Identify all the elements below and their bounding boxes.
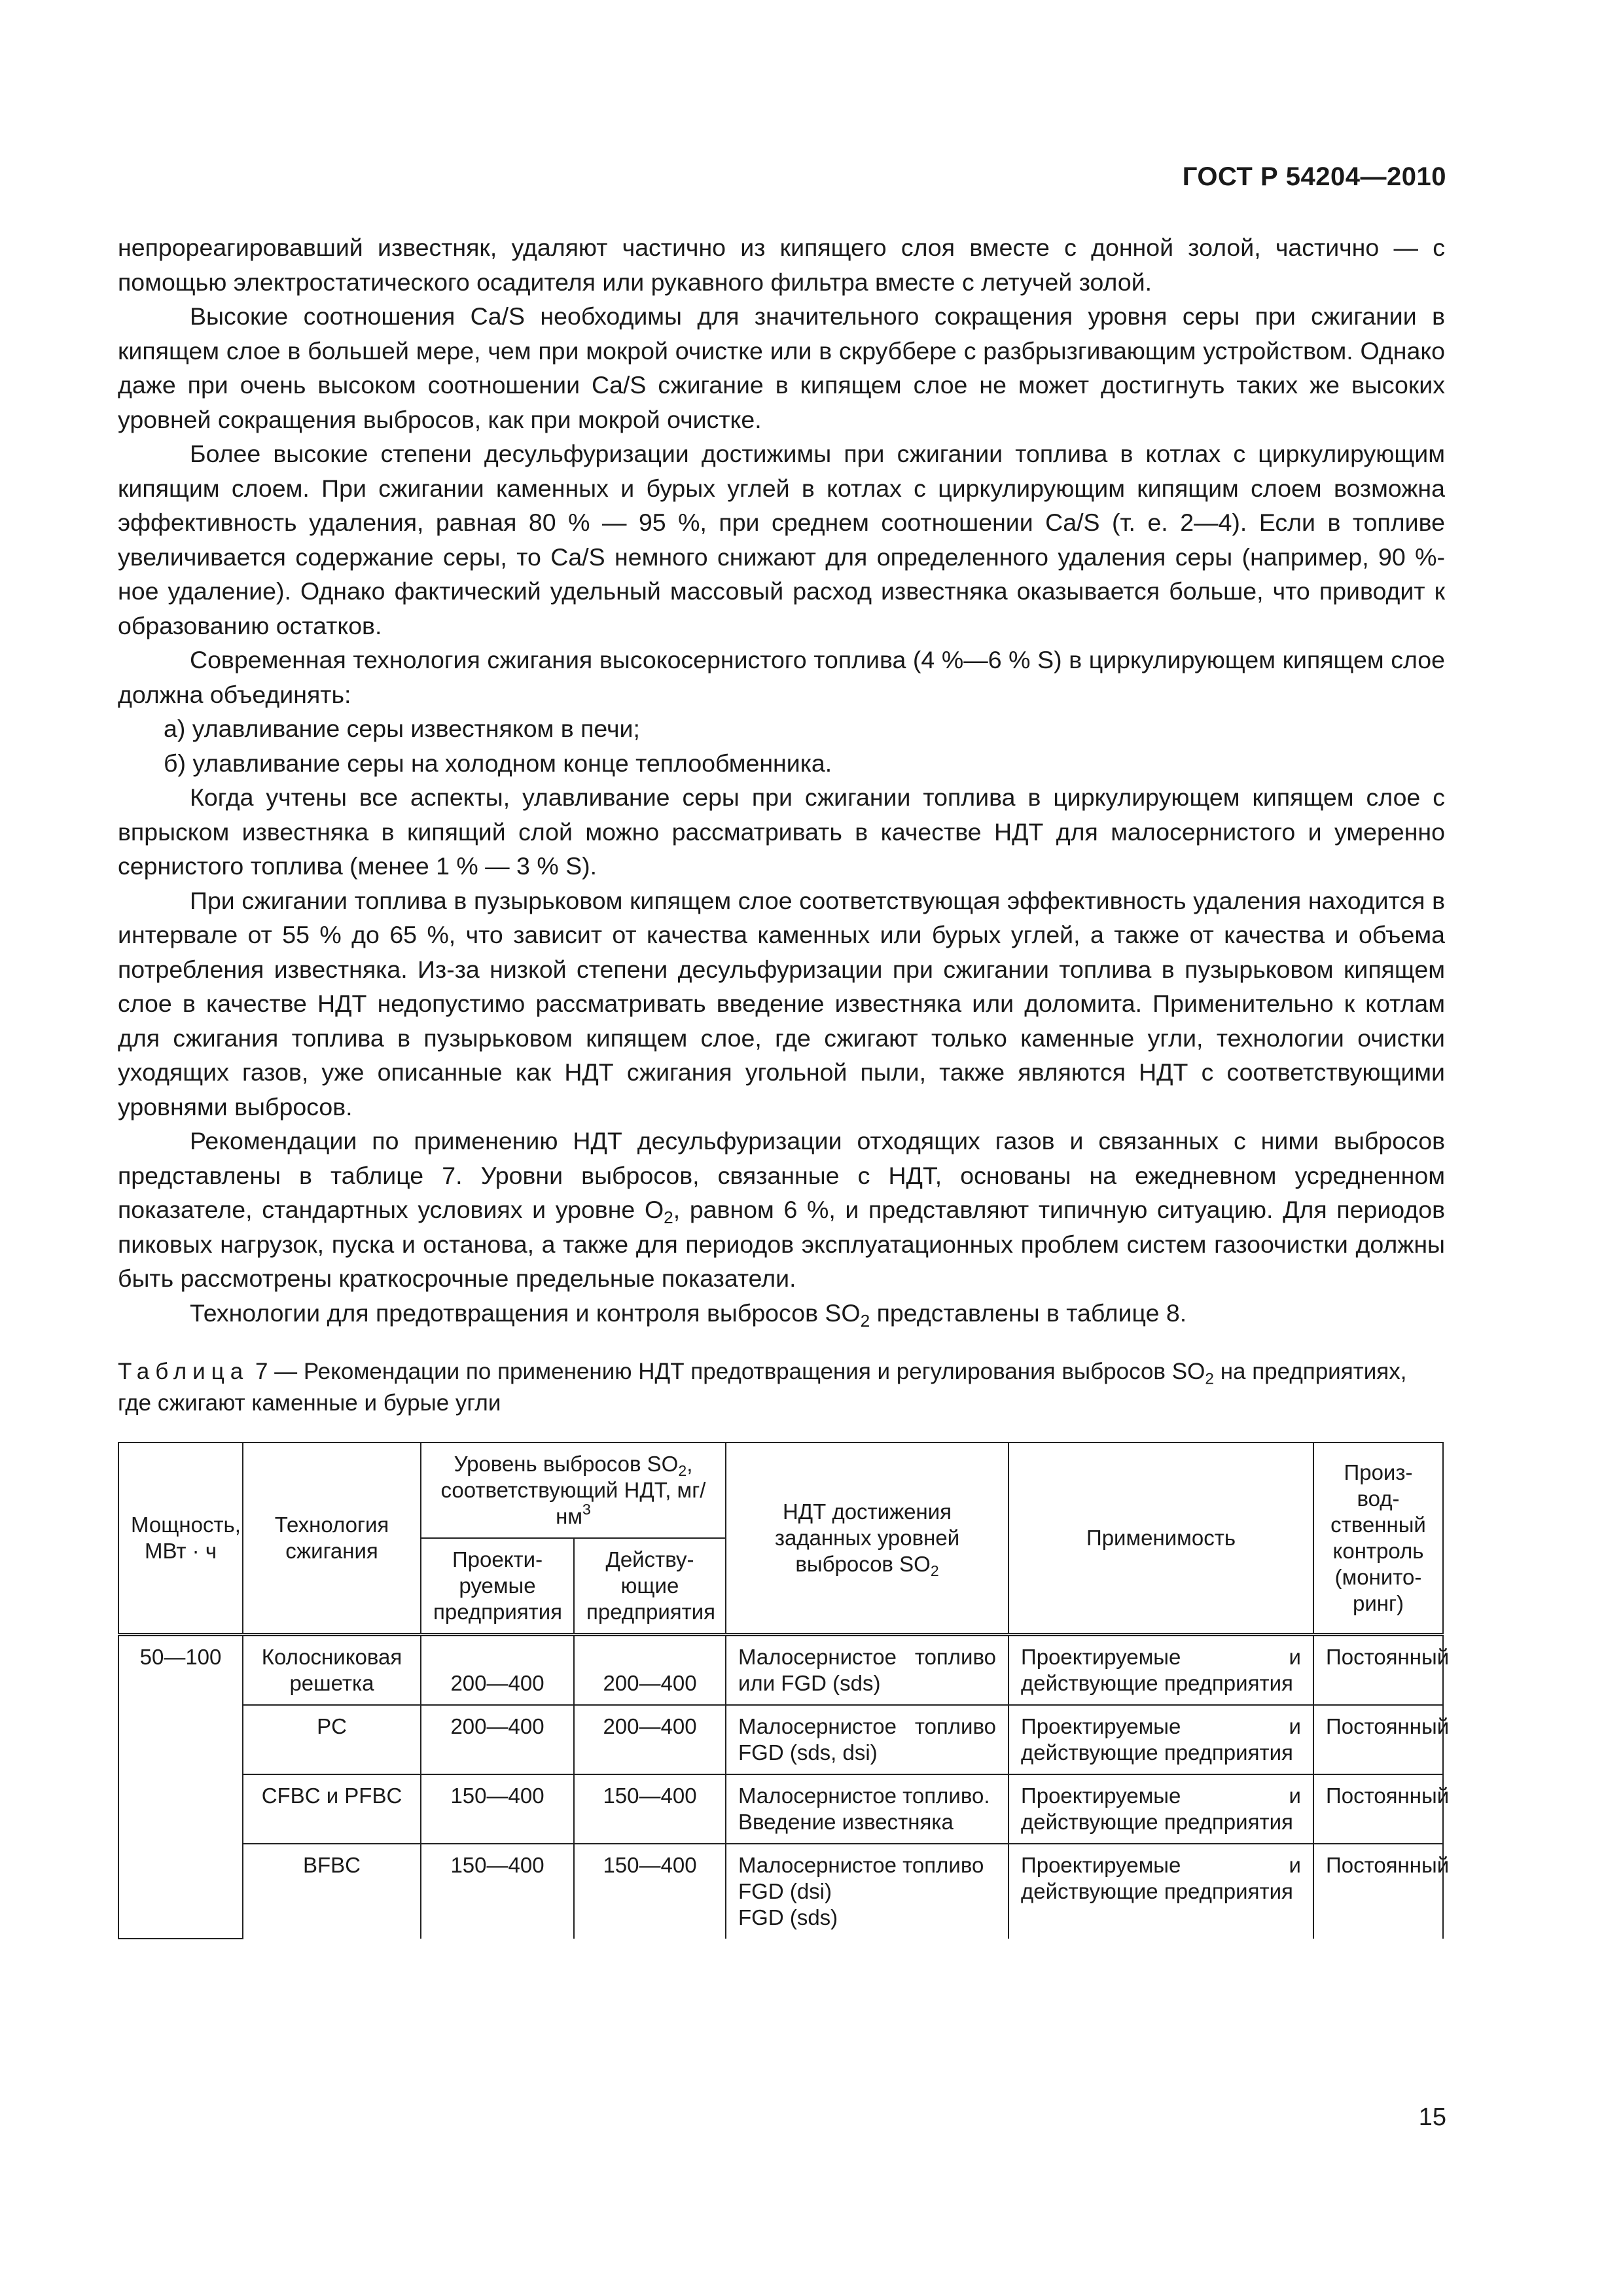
header-power: Мощность, МВт · ч xyxy=(118,1443,243,1635)
document-header: ГОСТ Р 54204—2010 xyxy=(1182,162,1446,191)
cell-monitoring: Постоянный xyxy=(1313,1635,1443,1706)
cell-monitoring: Постоянный xyxy=(1313,1774,1443,1844)
cell-designed: 150—400 xyxy=(421,1844,574,1939)
paragraph: Рекомендации по применению НДТ десульфуризации отходящих газов и связанных с ними выбросов представлены в таблице 7. Уровни выбросов, связанные с НДТ, основаны на ежедневном усредненном показателе, стандартных условиях и уровне $O_2$, равном 6 %, и представляют типичную ситуацию. Для периодов пиковых нагрузок, пуска и останова, а также для периодов эксплуатационных проблем систем газоочистки должны быть рассмотрены краткосрочные предельные показатели. xyxy=(118,1127,1446,1292)
cell-applicability: Проектируемые и действующие предприятия xyxy=(1008,1635,1313,1706)
cell-designed: 150—400 xyxy=(421,1774,574,1844)
page-body xyxy=(118,230,1450,1939)
emissions-table xyxy=(118,1442,1450,1939)
cell-applicability: Проектируемые и действующие предприятия xyxy=(1008,1844,1313,1939)
header-designed: Проекти-руемые предприятия xyxy=(421,1538,574,1635)
cell-ndt: Малосернистое топливо FGD (dsi) FGD (sds) xyxy=(726,1844,1008,1939)
cell-ndt: Малосернистое топливо или FGD (sds) xyxy=(726,1635,1008,1706)
cell-power: 50—100 xyxy=(118,1635,243,1939)
table-row xyxy=(118,1705,1443,1774)
table-row xyxy=(118,1844,1443,1939)
cell-existing: 200—400 xyxy=(574,1635,726,1706)
cell-technology: PC xyxy=(243,1705,421,1774)
paragraph: Современная технология сжигания высокосернистого топлива (4 %—6 % S) в циркулирующем кипящем слое должна объединять: xyxy=(118,646,1445,708)
header-emission-level: Уровень выбросов $SO_2$, соответствующий НДТ, $мг/нм^3$ xyxy=(421,1443,726,1538)
table-row xyxy=(118,1635,1443,1706)
paragraph: непрореагировавший известняк, удаляют частично из кипящего слоя вместе с донной золой, частично — с помощью электростатического осадителя или рукавного фильтра вместе с летучей золой. xyxy=(118,234,1445,296)
header-ndt: НДТ достижения заданных уровней выбросов $SO_2$ xyxy=(726,1443,1008,1635)
page-number: 15 xyxy=(1418,2104,1446,2131)
header-existing: Действу-ющие предприятия xyxy=(574,1538,726,1635)
table-row xyxy=(118,1774,1443,1844)
paragraph: Более высокие степени десульфуризации достижимы при сжигании топлива в котлах с циркулирующим кипящим слоем. При сжигании каменных и бурых углей в котлах с циркулирующим кипящим слоем возможна эффективность удаления, равная 80 % — 95 %, при среднем соотношении Ca/S (т. е. 2—4). Если в топливе увеличивается содержание серы, то Ca/S немного снижают для определенного удаления серы (например, 90 %-ное удаление). Однако фактический удельный массовый расход известняка оказывается больше, что приводит к образованию остатков. xyxy=(118,440,1445,639)
paragraph: При сжигании топлива в пузырьковом кипящем слое соответствующая эффективность удаления находится в интервале от 55 % до 65 %, что зависит от качества каменных или бурых углей, а также от качества и объема потребления известняка. Из-за низкой степени десульфуризации при сжигании топлива в пузырьковом кипящем слое в качестве НДТ недопустимо рассматривать введение известняка или доломита. Применительно к котлам для сжигания топлива в пузырьковом кипящем слое, где сжигают только каменные угли, технологии очистки уходящих газов, уже описанные как НДТ сжигания угольной пыли, также являются НДТ с соответствующими уровнями выбросов. xyxy=(118,886,1445,1121)
cell-designed: 200—400 xyxy=(421,1635,574,1706)
table-caption: Таблица 7 — Рекомендации по применению НДТ предотвращения и регулирования выбросов $SO_2$ на предприятиях, где сжигают каменные и бурые угли xyxy=(118,1359,1407,1416)
cell-monitoring: Постоянный xyxy=(1313,1705,1443,1774)
cell-applicability: Проектируемые и действующие предприятия xyxy=(1008,1705,1313,1774)
cell-designed: 200—400 xyxy=(421,1705,574,1774)
paragraph: Когда учтены все аспекты, улавливание серы при сжигании топлива в циркулирующем кипящем слое с впрыском известняка в кипящий слой можно рассматривать в качестве НДТ для малосернистого и умеренно сернистого топлива (менее 1 % — 3 % S). xyxy=(118,783,1445,880)
cell-existing: 200—400 xyxy=(574,1705,726,1774)
cell-ndt: Малосернистое топливо FGD (sds, dsi) xyxy=(726,1705,1008,1774)
cell-technology: Колосниковая решетка xyxy=(243,1635,421,1706)
cell-applicability: Проектируемые и действующие предприятия xyxy=(1008,1774,1313,1844)
list-item: б) улавливание серы на холодном конце теплообменника. xyxy=(164,749,832,777)
cell-existing: 150—400 xyxy=(574,1844,726,1939)
cell-technology: CFBC и PFBC xyxy=(243,1774,421,1844)
header-applicability: Применимость xyxy=(1008,1443,1313,1635)
cell-existing: 150—400 xyxy=(574,1774,726,1844)
list-item: а) улавливание серы известняком в печи; xyxy=(164,715,640,742)
paragraph: Высокие соотношения Ca/S необходимы для значительного сокращения уровня серы при сжигании в кипящем слое в большей мере, чем при мокрой очистке или в скруббере с разбрызгивающим устройством. Однако даже при очень высоком соотношении Ca/S сжигание в кипящем слое не может достигнуть таких же высоких уровней сокращения выбросов, как при мокрой очистке. xyxy=(118,302,1445,433)
cell-technology: BFBC xyxy=(243,1844,421,1939)
header-monitoring: Произ-вод-ственный контроль (монито-ринг) xyxy=(1313,1443,1443,1635)
header-technology: Технология сжигания xyxy=(243,1443,421,1635)
paragraph: Технологии для предотвращения и контроля выбросов $SO_2$ представлены в таблице 8. xyxy=(190,1299,1187,1331)
cell-monitoring: Постоянный xyxy=(1313,1844,1443,1939)
cell-ndt: Малосернистое топливо. Введение известняка xyxy=(726,1774,1008,1844)
